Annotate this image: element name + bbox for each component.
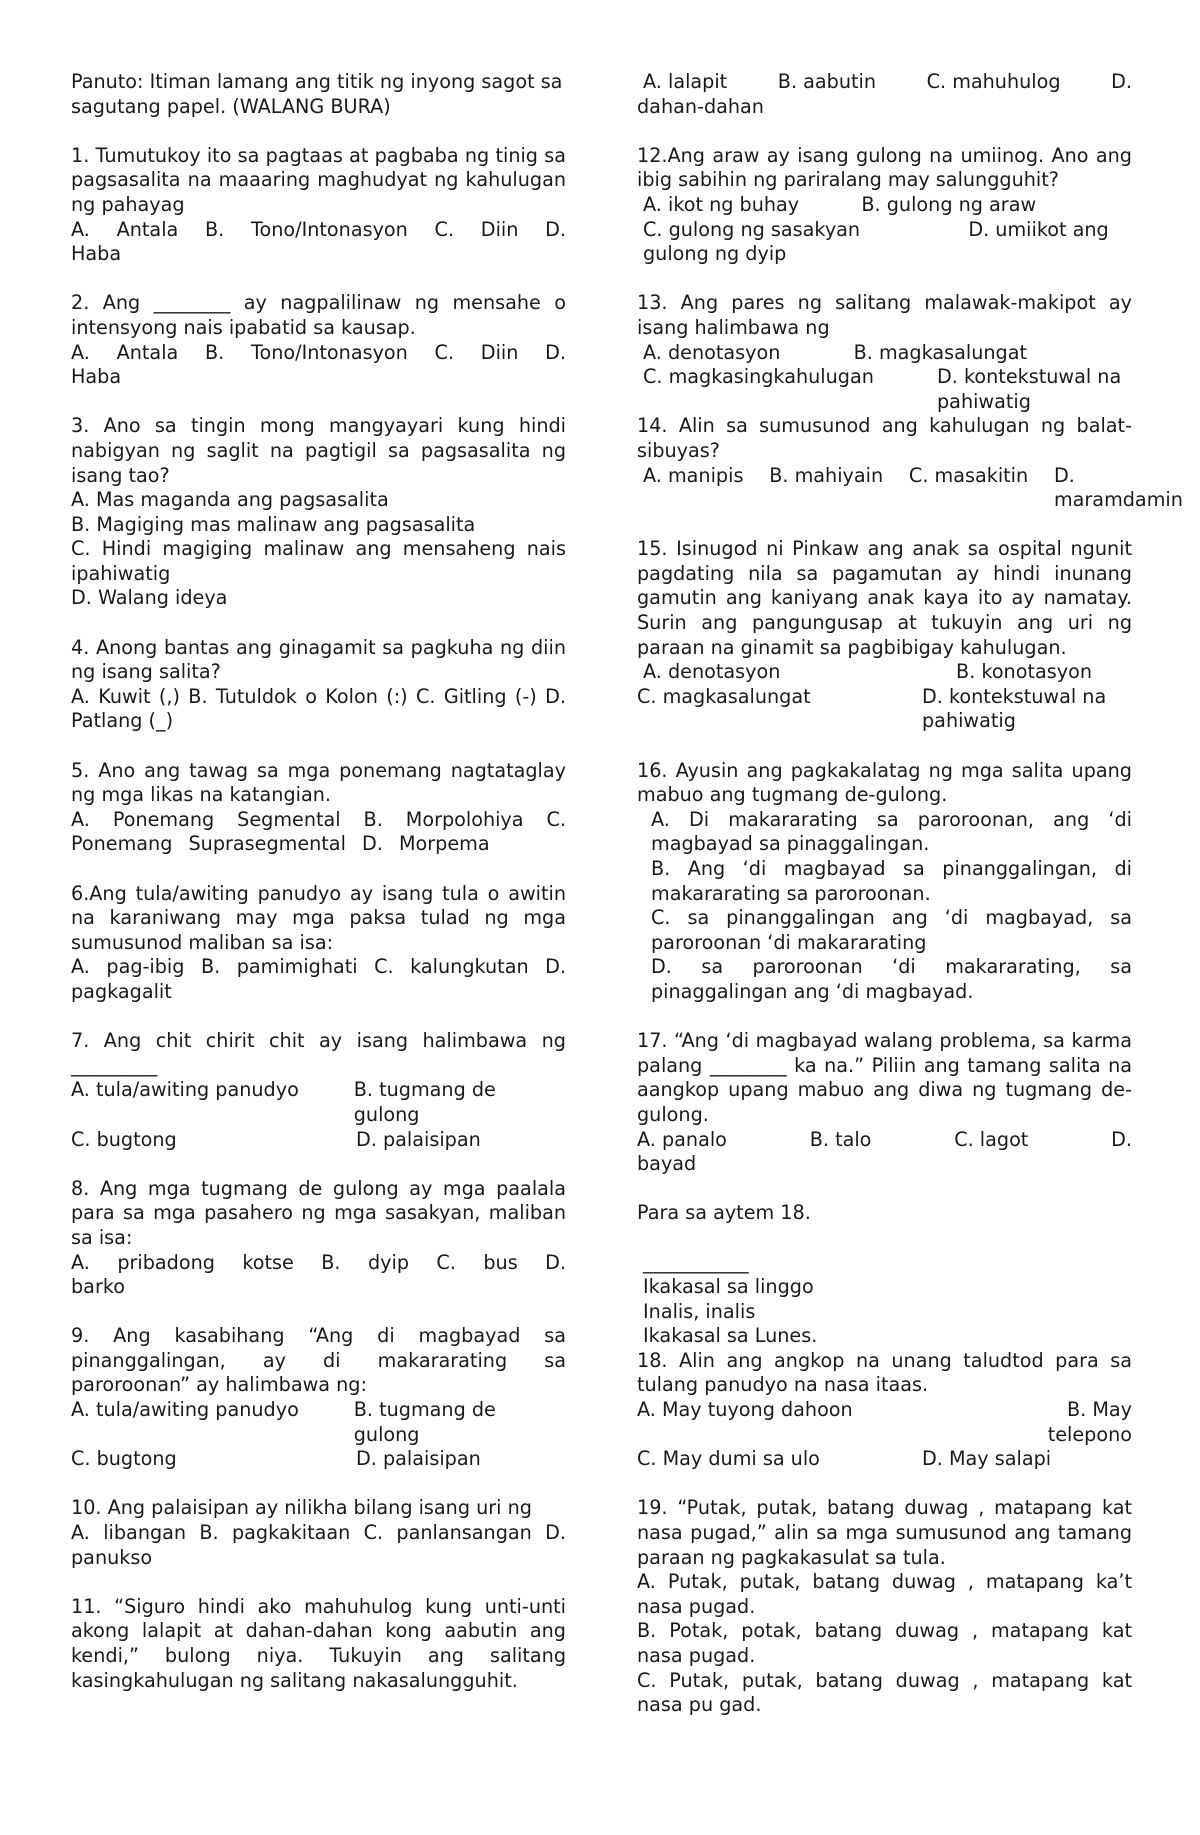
question-15-stem: 15. Isinugod ni Pinkaw ang anak sa ospital ngunit pagdating nila sa pagamutan ay hindi inunang gamutin ang kaniyang anak kaya ito ay namatay. Surin ang pangungusap at tukuyin ang uri ng paraan na ginamit sa pagbibigay kahulugan.	[637, 537, 1132, 659]
question-12-stem: 12.Ang araw ay isang gulong na umiinog. Ano ang ibig sabihin ng pariralang may salungguhit?	[637, 143, 1132, 192]
question-11-option-b: B. aabutin	[777, 70, 877, 93]
question-6-stem: 6.Ang tula/awiting panudyo ay isang tula o awitin na karaniwang may mga paksa tulad ng mga sumusunod maliban sa isa:	[71, 881, 566, 954]
question-12	[637, 144, 1132, 267]
question-3-option-c: C. Hindi magiging malinaw ang mensaheng nais ipahiwatig	[71, 537, 566, 585]
question-18-option-b: B. May telepono	[1047, 1398, 1132, 1446]
question-17	[637, 1029, 1132, 1177]
question-9-stem: 9. Ang kasabihang “Ang di magbayad sa pinanggalingan, ay di makararating sa paroroonan” ay halimbawa ng:	[71, 1324, 566, 1397]
question-15-option-b: B. konotasyon	[956, 660, 1092, 684]
question-9-option-a: A. tula/awiting panudyo	[71, 1398, 299, 1422]
question-11-options	[637, 70, 1132, 119]
question-11	[71, 1595, 566, 1693]
question-8-stem: 8. Ang mga tugmang de gulong ay mga paalala para sa mga pasahero ng mga sasakyan, maliban sa isa:	[71, 1176, 566, 1249]
question-12-option-b: B. gulong ng araw	[861, 192, 1037, 216]
question-4-options: A. Kuwit (,) B. Tutuldok o Kolon (:) C. Gitling (-) D. Patlang (_)	[71, 684, 566, 733]
question-11-option-c: C. mahuhulog	[926, 70, 1061, 93]
question-7-options-row-1	[71, 1078, 566, 1127]
question-9-option-b: B. tugmang de gulong	[353, 1398, 496, 1446]
question-13-option-a: A. denotasyon	[643, 340, 781, 364]
question-7-option-c: C. bugtong	[71, 1127, 177, 1151]
question-19-option-a: A. Putak, putak, batang duwag , matapang ka’t nasa pugad.	[637, 1570, 1132, 1618]
question-4	[71, 636, 566, 734]
question-13	[637, 291, 1132, 414]
question-9	[71, 1324, 566, 1472]
question-11-option-a: A. lalapit	[643, 70, 728, 93]
question-15-option-d: D. kontekstuwal na pahiwatig	[922, 684, 1107, 733]
poem-blank-line: ___________	[643, 1250, 749, 1274]
question-15-option-a: A. denotasyon	[643, 660, 781, 684]
question-10-stem: 10. Ang palaisipan ay nilikha bilang isang uri ng	[71, 1496, 532, 1520]
question-12-options-row-1	[637, 193, 1132, 218]
question-18-option-d: D. May salapi	[922, 1447, 1052, 1471]
question-15-option-c: C. magkasalungat	[637, 684, 811, 708]
question-11-stem: 11. “Siguro hindi ako mahuhulog kung unti-unti akong lalapit at dahan-dahan kong aabutin ang kendi,” bulong niya. Tukuyin ang salitang kasingkahulugan ng salitang nakasalungguhit.	[71, 1594, 566, 1692]
question-9-option-d: D. palaisipan	[356, 1447, 481, 1471]
question-8-options: A. pribadong kotse B. dyip C. bus D. barko	[71, 1250, 566, 1299]
instructions: Panuto: Itiman lamang ang titik ng inyong sagot sa sagutang papel. (WALANG BURA)	[71, 70, 563, 118]
question-2-stem: 2. Ang ________ ay nagpalilinaw ng mensahe o intensyong nais ipabatid sa kausap.	[71, 291, 566, 339]
question-13-option-b: B. magkasalungat	[853, 340, 1027, 364]
question-19-stem: 19. “Putak, putak, batang duwag , matapang kat nasa pugad,” alin sa mga sumusunod ang tamang paraan ng pagkakasulat sa tula.	[637, 1496, 1132, 1569]
question-15-options-row-2	[637, 685, 1132, 734]
question-11-options-row	[637, 70, 1132, 95]
question-17-option-a: A. panalo	[637, 1127, 727, 1151]
question-3	[71, 414, 566, 611]
question-6-options: A. pag-ibig B. pamimighati C. kalungkutan D. pagkagalit	[71, 955, 566, 1003]
question-17-options-row	[637, 1128, 1132, 1153]
question-11-option-d: D.	[1111, 70, 1132, 93]
question-17-option-b: B. talo	[809, 1127, 872, 1151]
question-15	[637, 537, 1132, 734]
question-5	[71, 759, 566, 857]
question-3-option-a: A. Mas maganda ang pagsasalita	[71, 488, 389, 512]
question-1-stem: 1. Tumutukoy ito sa pagtaas at pagbaba ng tinig sa pagsasalita na maaaring maghudyat ng kahulugan ng pahayag	[71, 143, 566, 216]
poem-line-4: Ikakasal sa Lunes.	[643, 1324, 818, 1348]
question-12-options-row-2	[637, 218, 1132, 267]
question-14	[637, 414, 1183, 512]
question-11-option-d-text: dahan-dahan	[637, 94, 764, 118]
question-18-option-c: C. May dumi sa ulo	[637, 1447, 820, 1471]
question-18-options-row-2	[637, 1447, 1132, 1472]
question-4-stem: 4. Anong bantas ang ginagamit sa pagkuha ng diin ng isang salita?	[71, 635, 566, 684]
question-16-option-a: A. Di makararating sa paroroonan, ang ‘di magbayad sa pinaggalingan.	[651, 807, 1132, 856]
question-3-option-d: D. Walang ideya	[71, 586, 228, 610]
question-12-option-d: D. umiikot ang gulong ng dyip	[643, 217, 1109, 266]
poem-line-2: Ikakasal sa linggo	[643, 1275, 814, 1299]
question-18-option-a: A. May tuyong dahoon	[637, 1398, 853, 1422]
question-14-option-c: C. masakitin	[908, 463, 1029, 487]
question-17-option-d: D.	[1111, 1127, 1132, 1151]
question-14-options-row	[637, 463, 1183, 513]
question-16	[637, 759, 1132, 1005]
question-19-option-c: C. Putak, putak, batang duwag , matapang kat nasa pu gad.	[637, 1668, 1132, 1717]
question-16-option-c: C. sa pinanggalingan ang ‘di magbayad, sa paroroonan ‘di makararating	[651, 906, 1132, 954]
question-17-option-c: C. lagot	[954, 1127, 1029, 1151]
question-14-option-d: D. maramdamin	[1053, 463, 1183, 512]
question-7-options-row-2	[71, 1128, 566, 1153]
question-18-intro: Para sa aytem 18.	[637, 1201, 811, 1225]
question-2-options: A. Antala B. Tono/Intonasyon C. Diin D. Haba	[71, 340, 566, 389]
question-13-options-row-1	[637, 341, 1132, 366]
question-3-stem: 3. Ano sa tingin mong mangyayari kung hindi nabigyan ng saglit na pagtigil sa pagsasalita ng isang tao?	[71, 414, 566, 487]
poem-line-3: Inalis, inalis	[643, 1299, 756, 1323]
question-3-option-b: B. Magiging mas malinaw ang pagsasalita	[71, 512, 476, 536]
question-7-option-b: B. tugmang de gulong	[353, 1078, 496, 1126]
question-10-options: A. libangan B. pagkakitaan C. panlansangan D. panukso	[71, 1521, 566, 1569]
right-column	[637, 70, 1183, 1718]
question-19-option-b: B. Potak, potak, batang duwag , matapang kat nasa pugad.	[637, 1619, 1132, 1667]
question-7-option-d: D. palaisipan	[356, 1127, 481, 1151]
question-18	[637, 1251, 1132, 1472]
question-13-option-d: D. kontekstuwal na pahiwatig	[937, 365, 1122, 413]
question-5-stem: 5. Ano ang tawag sa mga ponemang nagtataglay ng mga likas na katangian.	[71, 758, 566, 807]
question-16-option-d: D. sa paroroonan ‘di makararating, sa pinaggalingan ang ‘di magbayad.	[651, 955, 1132, 1003]
question-9-option-c: C. bugtong	[71, 1447, 177, 1471]
question-14-option-a: A. manipis	[643, 463, 744, 487]
question-15-options-row-1	[637, 660, 1132, 685]
question-12-option-c: C. gulong ng sasakyan	[643, 217, 861, 241]
question-6	[71, 882, 566, 1005]
question-13-stem: 13. Ang pares ng salitang malawak-makipot ay isang halimbawa ng	[637, 291, 1132, 339]
question-17-option-d-text: bayad	[637, 1152, 697, 1176]
question-14-stem: 14. Alin sa sumusunod ang kahulugan ng balat-sibuyas?	[637, 414, 1132, 462]
question-1	[71, 144, 566, 267]
question-14-option-b: B. mahiyain	[769, 463, 884, 487]
question-5-options: A. Ponemang Segmental B. Morpolohiya C. Ponemang Suprasegmental D. Morpema	[71, 807, 566, 856]
question-9-options-row-1	[71, 1398, 566, 1447]
question-13-options-row-2	[637, 365, 1132, 414]
left-column	[71, 70, 566, 1693]
question-16-stem: 16. Ayusin ang pagkakalatag ng mga salita upang mabuo ang tugmang de-gulong.	[637, 758, 1132, 807]
question-13-option-c: C. magkasingkahulugan	[643, 365, 874, 389]
question-8	[71, 1177, 566, 1300]
question-10	[71, 1496, 566, 1570]
question-19	[637, 1496, 1132, 1717]
question-7-option-a: A. tula/awiting panudyo	[71, 1078, 299, 1102]
question-17-stem: 17. “Ang ‘di magbayad walang problema, sa karma palang ________ ka na.” Piliin ang tamang salita na aangkop upang mabuo ang diwa ng tugmang de-gulong.	[637, 1029, 1132, 1126]
question-2	[71, 291, 566, 389]
question-12-option-a: A. ikot ng buhay	[643, 192, 800, 216]
question-18-options-row-1	[637, 1398, 1132, 1447]
question-7	[71, 1029, 566, 1152]
question-18-stem: 18. Alin ang angkop na unang taludtod para sa tulang panudyo na nasa itaas.	[637, 1348, 1132, 1397]
question-7-stem: 7. Ang chit chirit chit ay isang halimbawa ng _________	[71, 1029, 566, 1077]
question-9-options-row-2	[71, 1447, 566, 1472]
question-16-option-b: B. Ang ‘di magbayad sa pinanggalingan, di makararating sa paroroonan.	[651, 857, 1132, 905]
question-1-options: A. Antala B. Tono/Intonasyon C. Diin D. Haba	[71, 217, 566, 266]
